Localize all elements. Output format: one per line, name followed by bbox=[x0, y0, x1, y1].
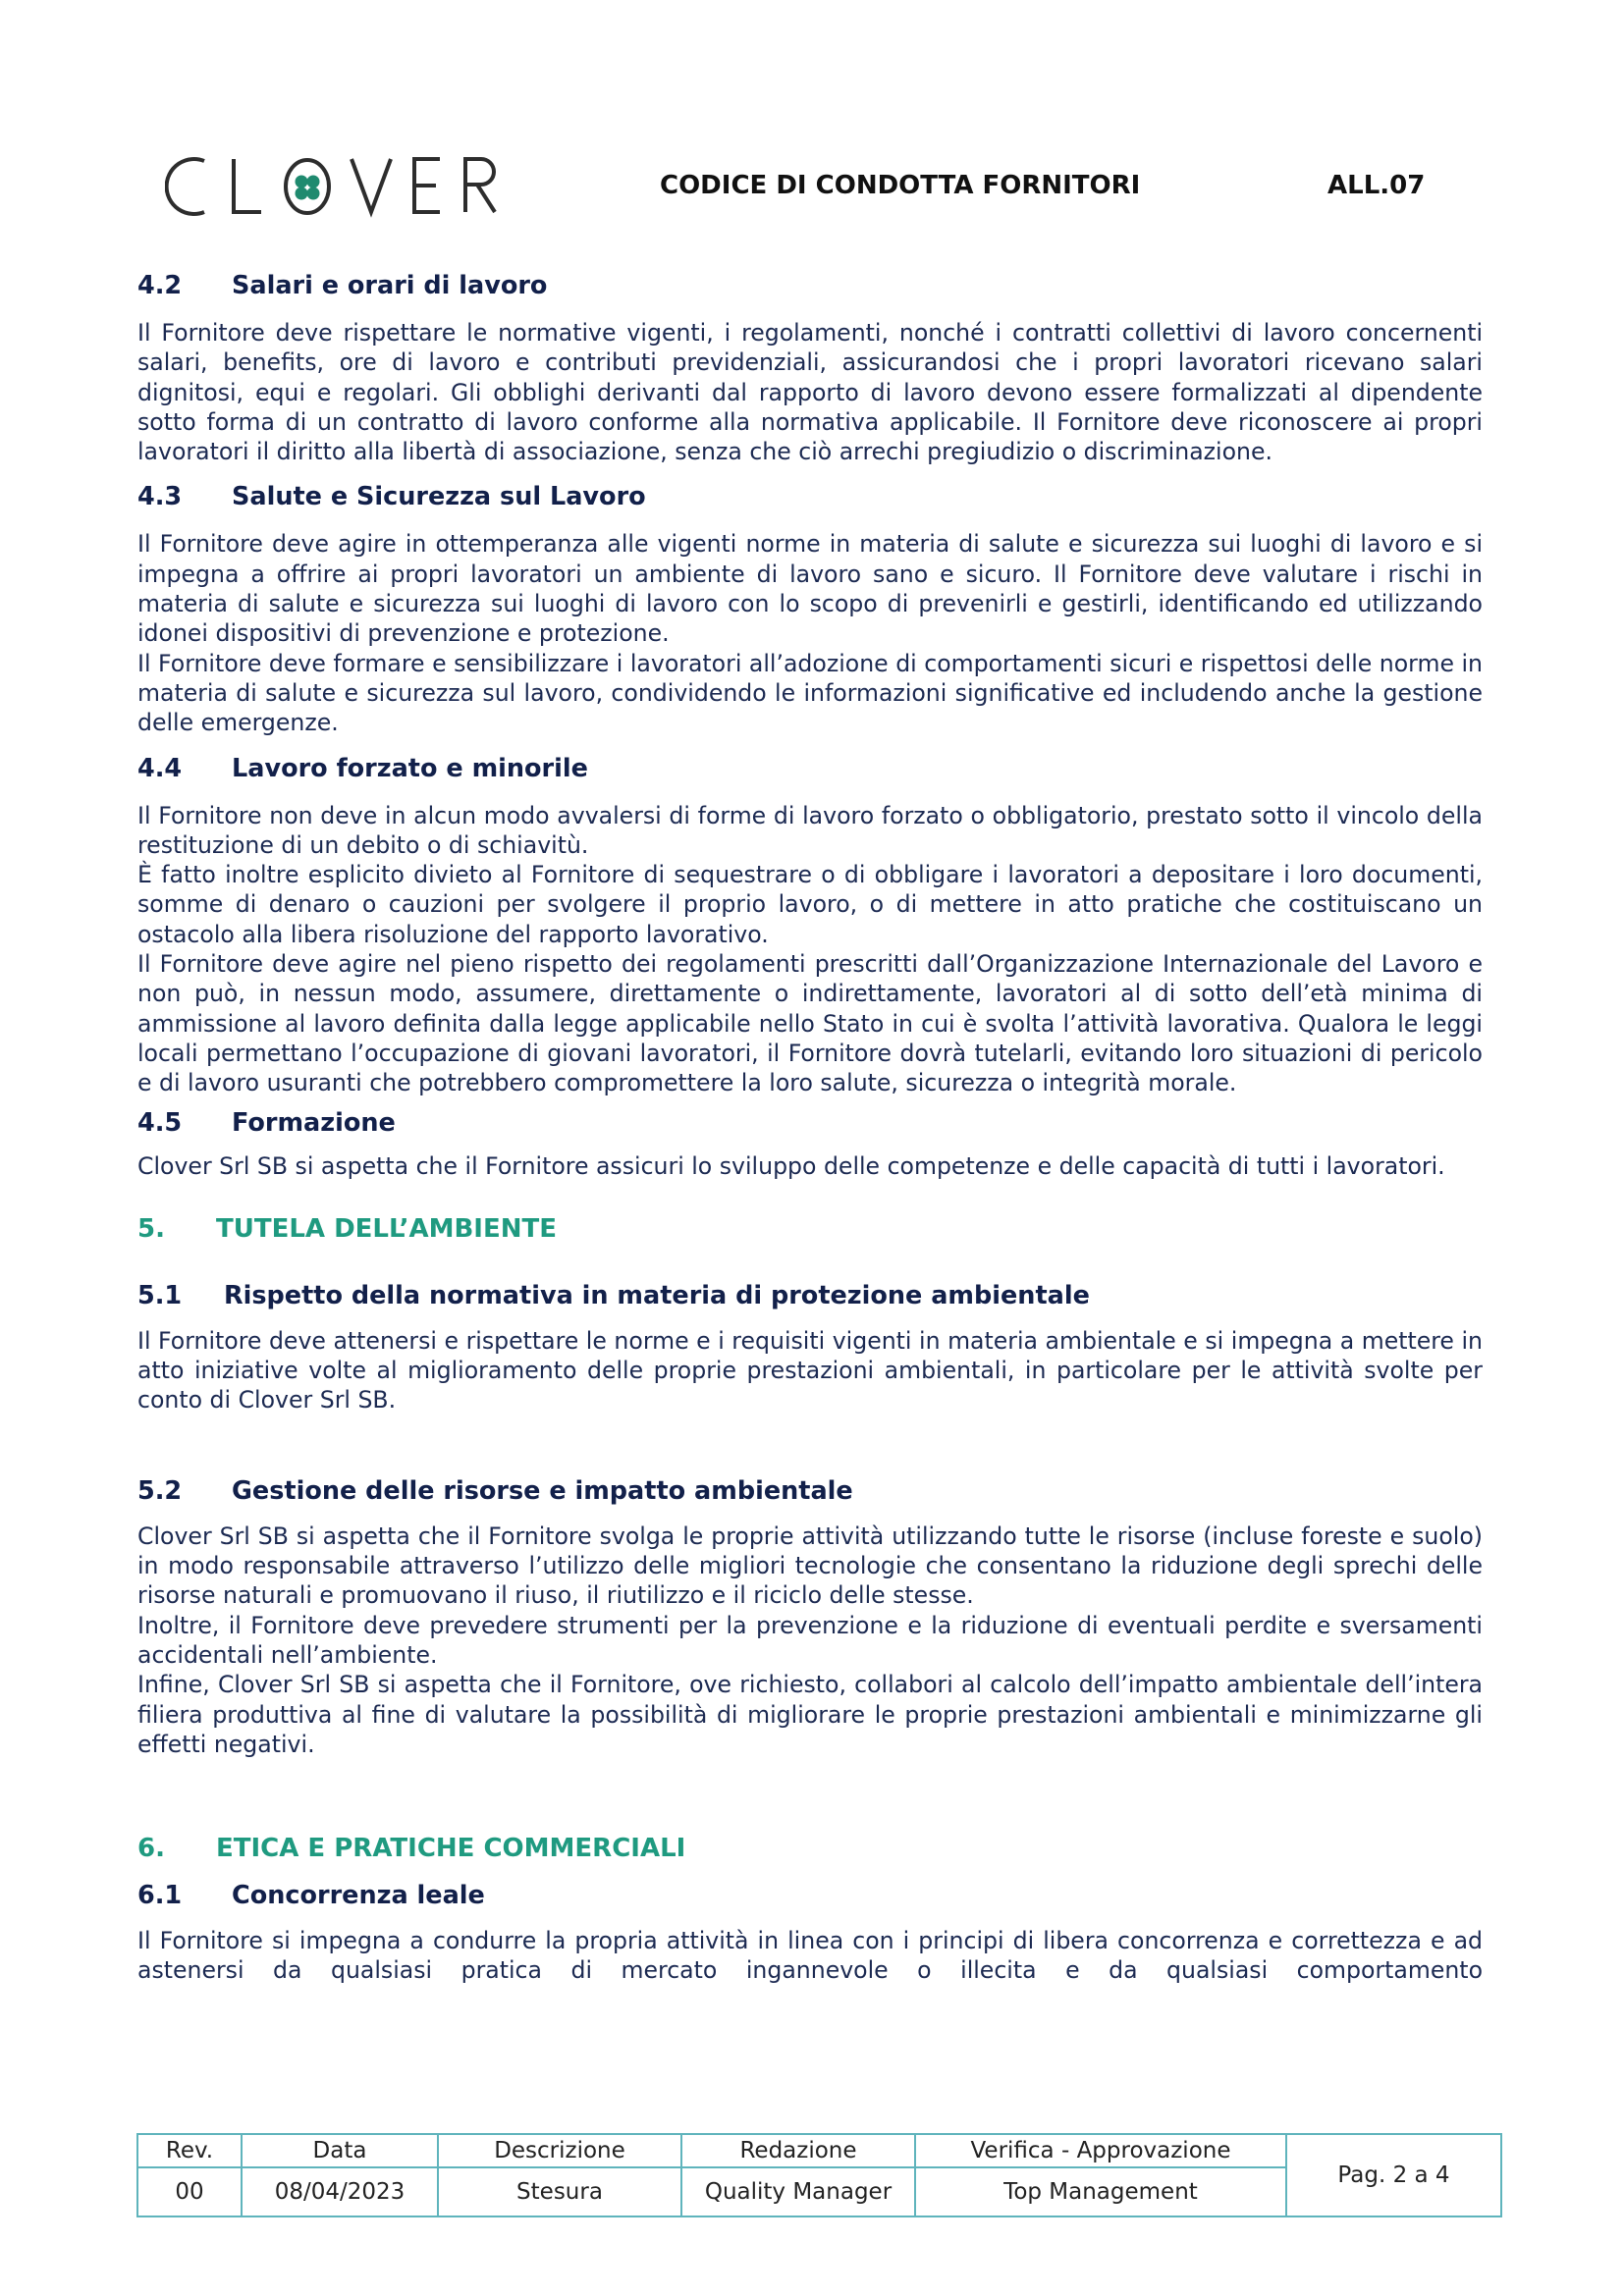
paragraph: Clover Srl SB si aspetta che il Fornitore assicuri lo sviluppo delle competenze e delle capacità di tutti i lavoratori. bbox=[137, 1151, 1445, 1180]
chapter-title: TUTELA DELL’AMBIENTE bbox=[216, 1213, 557, 1244]
section-title: Rispetto della normativa in materia di protezione ambientale bbox=[224, 1280, 1090, 1310]
clover-logo-graphic bbox=[165, 147, 514, 226]
revision-table bbox=[136, 2133, 1502, 2216]
header-data: Data bbox=[242, 2134, 438, 2167]
section-number: 4.5 bbox=[137, 1107, 183, 1138]
header-rev: Rev. bbox=[137, 2134, 242, 2167]
value-verifica: Top Management bbox=[915, 2167, 1286, 2216]
section-number: 6.1 bbox=[137, 1881, 183, 1911]
section-title: Gestione delle risorse e impatto ambientale bbox=[232, 1475, 853, 1506]
section-heading-4-5 bbox=[137, 1108, 1483, 1138]
section-heading-4-4 bbox=[137, 754, 1483, 783]
section-number: 5.2 bbox=[137, 1475, 183, 1506]
section-number: 4.3 bbox=[137, 482, 183, 512]
header-verifica: Verifica - Approvazione bbox=[915, 2134, 1286, 2167]
paragraph: Il Fornitore si impegna a condurre la propria attività in linea con i principi di libera concorrenza e correttezza e ad astenersi da qualsiasi pratica di mercato ingannevole o illecita e da qualsiasi comportamento bbox=[137, 1927, 1483, 1985]
paragraph: Il Fornitore deve rispettare le normative vigenti, i regolamenti, nonché i contratti collettivi di lavoro concernenti salari, benefits, ore di lavoro e contributi previdenziali, assicurandosi che i propri lavoratori ricevano salari dignitosi, equi e regolari. Gli obblighi derivanti dal rapporto di lavoro devono essere formalizzati al dipendente sotto forma di un contratto di lavoro conforme alla normativa applicabile. Il Fornitore deve riconoscere ai propri lavoratori il diritto alla libertà di associazione, senza che ciò arrechi pregiudizio o discriminazione. bbox=[137, 319, 1483, 466]
document-body bbox=[137, 271, 1483, 1986]
chapter-heading-6 bbox=[137, 1834, 1483, 1863]
chapter-number: 6. bbox=[137, 1834, 165, 1864]
chapter-title: ETICA E PRATICHE COMMERCIALI bbox=[216, 1834, 686, 1864]
paragraph: Il Fornitore non deve in alcun modo avvalersi di forme di lavoro forzato o obbligatorio, prestato sotto il vincolo della restituzione di un debito o di schiavitù. bbox=[137, 801, 1483, 859]
section-heading-4-2 bbox=[137, 271, 1483, 300]
paragraph: Clover Srl SB si aspetta che il Fornitore svolga le proprie attività utilizzando tutte le risorse (incluse foreste e suolo) in modo responsabile attraverso l’utilizzo delle migliori tecnologie che consentano la riduzione degli sprechi delle risorse naturali e promuovano il riuso, il riutilizzo e il riciclo delle stesse. bbox=[137, 1522, 1483, 1610]
header-redazione: Redazione bbox=[681, 2134, 915, 2167]
section-number: 5.1 bbox=[137, 1280, 183, 1310]
section-heading-5-1 bbox=[137, 1281, 1483, 1310]
section-heading-6-1 bbox=[137, 1881, 1483, 1910]
paragraph: Inoltre, il Fornitore deve prevedere strumenti per la prevenzione e la riduzione di eventuali perdite e sversamenti accidentali nell’ambiente. bbox=[137, 1611, 1483, 1669]
section-number: 4.4 bbox=[137, 753, 183, 783]
value-rev: 00 bbox=[137, 2167, 242, 2216]
document-title: CODICE DI CONDOTTA FORNITORI bbox=[660, 171, 1141, 200]
paragraph: Il Fornitore deve agire nel pieno rispetto dei regolamenti prescritti dall’Organizzazione Internazionale del Lavoro e non può, in nessun modo, assumere, direttamente o indirettamente, lavoratori al di sotto dell’età minima di ammissione al lavoro definita dalla legge applicabile nello Stato in cui è svolta l’attività lavorativa. Qualora le leggi locali permettano l’occupazione di giovani lavoratori, il Fornitore dovrà tutelarli, evitando loro situazioni di pericolo e di lavoro usuranti che potrebbero compromettere la loro salute, sicurezza o integrità morale. bbox=[137, 950, 1483, 1097]
value-data: 08/04/2023 bbox=[242, 2167, 438, 2216]
page-number: Pag. 2 a 4 bbox=[1286, 2134, 1501, 2216]
value-redazione: Quality Manager bbox=[681, 2167, 915, 2216]
paragraph: Infine, Clover Srl SB si aspetta che il Fornitore, ove richiesto, collabori al calcolo dell’impatto ambientale dell’intera filiera produttiva al fine di valutare la possibilità di migliorare le proprie prestazioni ambientali e minimizzarne gli effetti negativi. bbox=[137, 1671, 1483, 1758]
paragraph: Il Fornitore deve formare e sensibilizzare i lavoratori all’adozione di comportamenti sicuri e rispettosi delle norme in materia di salute e sicurezza sul lavoro, condividendo le informazioni significative ed includendo anche la gestione delle emergenze. bbox=[137, 649, 1483, 737]
value-descrizione: Stesura bbox=[438, 2167, 681, 2216]
section-title: Salute e Sicurezza sul Lavoro bbox=[232, 482, 646, 512]
section-title: Formazione bbox=[232, 1107, 396, 1138]
section-heading-5-2 bbox=[137, 1476, 1483, 1506]
paragraph: È fatto inoltre esplicito divieto al Fornitore di sequestrare o di obbligare i lavoratori a depositare i loro documenti, somme di denaro o cauzioni per svolgere il proprio lavoro, o di mettere in atto pratiche che costituiscano un ostacolo alla libera risoluzione del rapporto lavorativo. bbox=[137, 861, 1483, 948]
section-heading-4-3 bbox=[137, 482, 1483, 511]
chapter-heading-5 bbox=[137, 1214, 1483, 1244]
paragraph: Il Fornitore deve agire in ottemperanza alle vigenti norme in materia di salute e sicurezza sui luoghi di lavoro e si impegna a offrire ai propri lavoratori un ambiente di lavoro sano e sicuro. Il Fornitore deve valutare i rischi in materia di salute e sicurezza sui luoghi di lavoro con lo scopo di prevenirli e gestirli, identificando ed utilizzando idonei dispositivi di prevenzione e protezione. bbox=[137, 530, 1483, 648]
section-title: Concorrenza leale bbox=[232, 1881, 485, 1911]
section-number: 4.2 bbox=[137, 271, 183, 300]
header-descrizione: Descrizione bbox=[438, 2134, 681, 2167]
section-title: Lavoro forzato e minorile bbox=[232, 753, 588, 783]
clover-logo bbox=[165, 147, 514, 226]
section-title: Salari e orari di lavoro bbox=[232, 271, 548, 300]
paragraph: Il Fornitore deve attenersi e rispettare le norme e i requisiti vigenti in materia ambientale e si impegna a mettere in atto iniziative volte al miglioramento delle proprie prestazioni ambientali, in particolare per le attività svolte per conto di Clover Srl SB. bbox=[137, 1326, 1483, 1415]
document-code: ALL.07 bbox=[1327, 171, 1426, 200]
chapter-number: 5. bbox=[137, 1213, 165, 1244]
